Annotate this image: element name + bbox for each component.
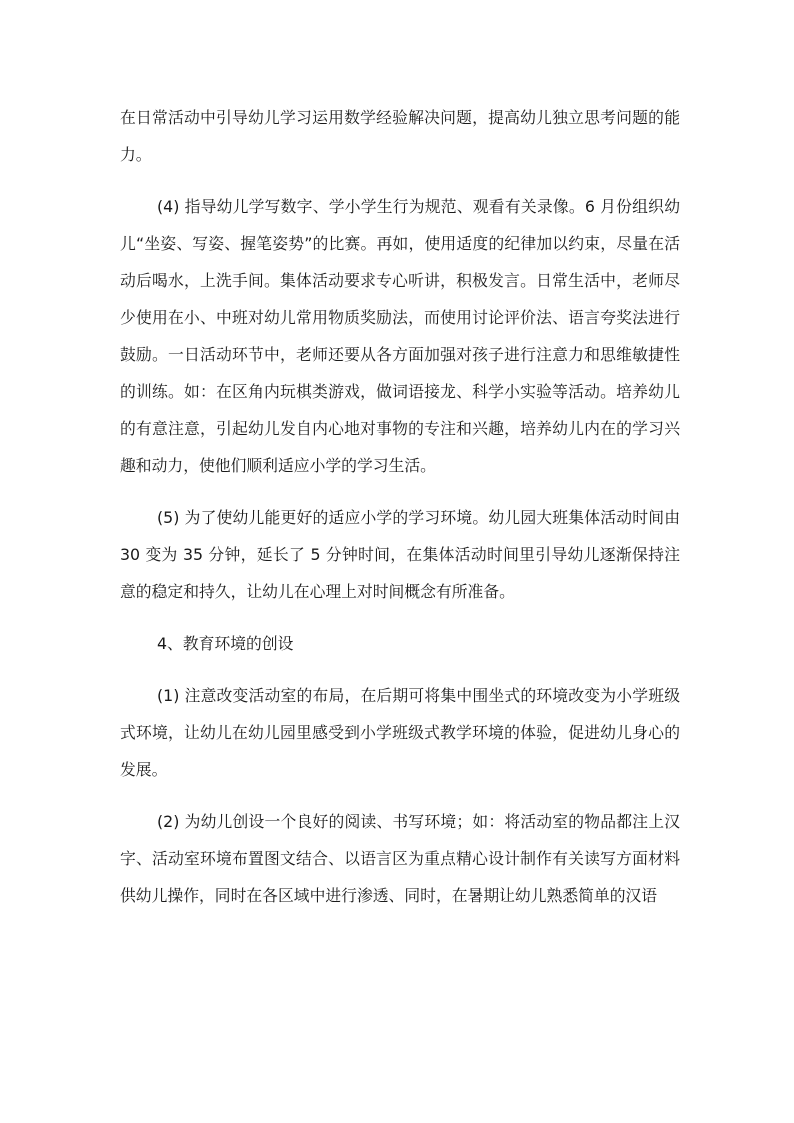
paragraph-env-item-2: (2) 为幼儿创设一个良好的阅读、书写环境；如：将活动室的物品都注上汉字、活动室环境布置图文结合、以语言区为重点精心设计制作有关读写方面材料供幼儿操作，同时在各区域中进行渗透、同时，在暑期让幼儿熟悉简单的汉语 [120, 812, 680, 905]
paragraph-gap [120, 484, 680, 499]
paragraph-gap [120, 610, 680, 625]
paragraph-math-experience: 在日常活动中引导幼儿学习运用数学经验解决问题，提高幼儿独立思考问题的能力。 [120, 108, 680, 164]
paragraph-gap [120, 173, 680, 188]
paragraph-item-5: (5) 为了使幼儿能更好的适应小学的学习环境。幼儿园大班集体活动时间由 30 变为 35 分钟，延长了 5 分钟时间，在集体活动时间里引导幼儿逐渐保持注意的稳定和持久，让幼儿在心理上对时间概念有所准备。 [120, 508, 680, 601]
document-body [120, 99, 680, 914]
paragraph-env-item-1: (1) 注意改变活动室的布局，在后期可将集中围坐式的环境改变为小学班级式环境，让幼儿在幼儿园里感受到小学班级式教学环境的体验，促进幼儿身心的发展。 [120, 686, 680, 779]
paragraph-gap [120, 788, 680, 803]
section-heading-environment: 4、教育环境的创设 [157, 634, 294, 653]
paragraph-item-4: (4) 指导幼儿学写数字、学小学生行为规范、观看有关录像。6 月份组织幼儿“坐姿、写姿、握笔姿势”的比赛。再如，使用适度的纪律加以约束，尽量在活动后喝水，上洗手间。集体活动要求专心听讲，积极发言。日常生活中，老师尽少使用在小、中班对幼儿常用物质奖励法，而使用讨论评价法、语言夸奖法进行鼓励。一日活动环节中，老师还要从各方面加强对孩子进行注意力和思维敏捷性的训练。如：在区角内玩棋类游戏，做词语接龙、科学小实验等活动。培养幼儿的有意注意，引起幼儿发自内心地对事物的专注和兴趣，培养幼儿内在的学习兴趣和动力，使他们顺利适应小学的学习生活。 [120, 197, 680, 475]
paragraph-gap [120, 662, 680, 677]
